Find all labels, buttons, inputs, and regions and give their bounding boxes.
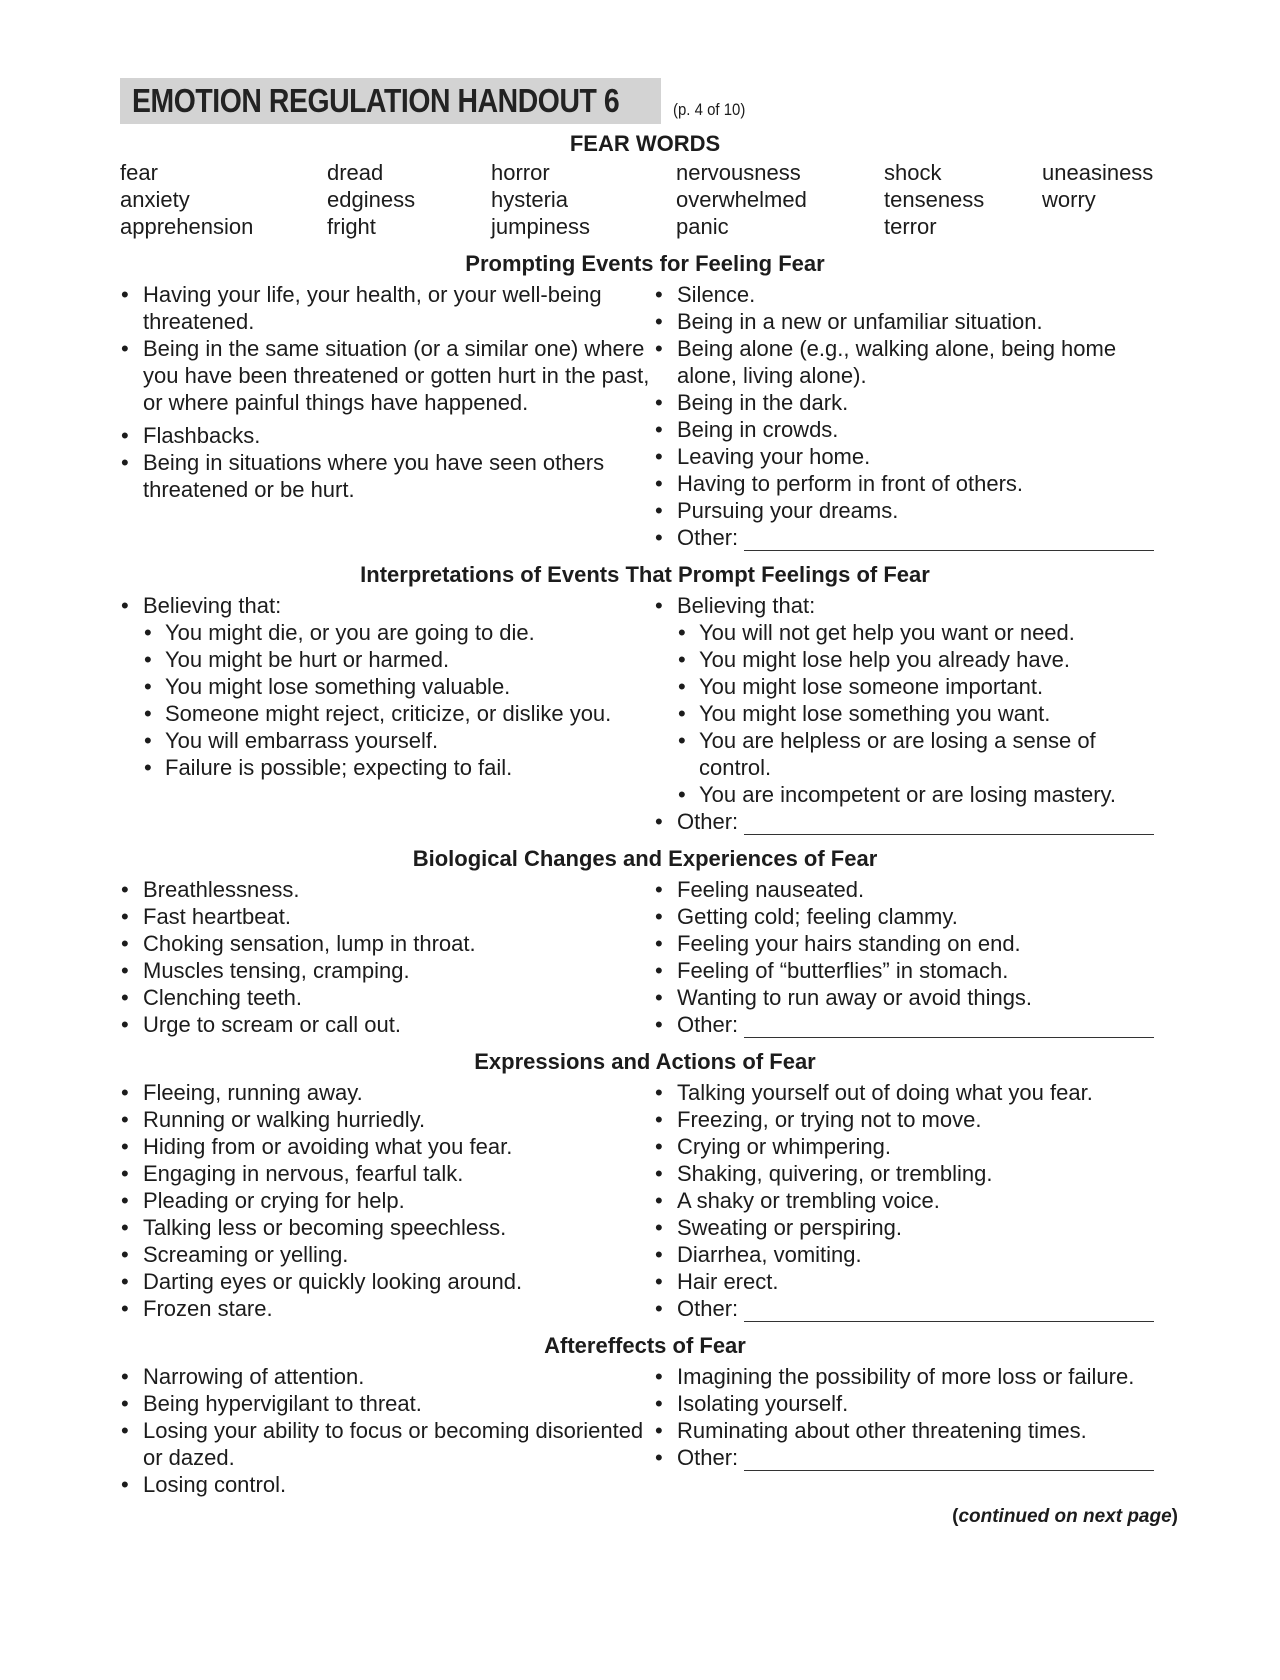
sub-list-item: • You are helpless or are losing a sense of control. [677, 727, 1170, 781]
biological-right-list [654, 876, 1170, 1038]
other-fill-in-line[interactable] [744, 814, 1154, 835]
list-item: • Feeling nauseated. [654, 876, 1170, 903]
interpretations-right-sublist [677, 619, 1170, 808]
list-item: • Hiding from or avoiding what you fear. [120, 1133, 654, 1160]
fear-word: hysteria [491, 187, 569, 212]
list-item: • Leaving your home. [654, 443, 1170, 470]
list-item: • Being alone (e.g., walking alone, being home alone, living alone). [654, 335, 1170, 389]
prompting-events-section [120, 250, 1170, 551]
prompting-events-left-list [120, 281, 654, 551]
list-item [120, 592, 654, 781]
handout-header [120, 78, 1170, 124]
list-item: • Sweating or perspiring. [654, 1214, 1170, 1241]
list-item: • Pursuing your dreams. [654, 497, 1170, 524]
sub-list-item: • You might die, or you are going to die. [143, 619, 654, 646]
list-item: • Flashbacks. [120, 422, 654, 449]
other-fill-in-line[interactable] [744, 530, 1154, 551]
list-item: • Being in a new or unfamiliar situation. [654, 308, 1170, 335]
other-label: Other: [677, 1445, 739, 1470]
interpretations-section [120, 561, 1170, 835]
list-item: • Feeling your hairs standing on end. [654, 930, 1170, 957]
continued-note [120, 1506, 1178, 1528]
list-item [654, 592, 1170, 808]
sub-list-item: • You might lose someone important. [677, 673, 1170, 700]
fear-words-column [491, 159, 676, 240]
fear-word: anxiety [120, 187, 190, 212]
fear-word: tenseness [884, 187, 985, 212]
list-item: • Engaging in nervous, fearful talk. [120, 1160, 654, 1187]
title-box [120, 78, 661, 124]
interpretations-left-list [120, 592, 654, 835]
aftereffects-left-list [120, 1363, 654, 1498]
list-item: • Screaming or yelling. [120, 1241, 654, 1268]
fear-word: dread [327, 160, 384, 185]
sub-list-item: • Someone might reject, criticize, or dislike you. [143, 700, 654, 727]
fear-word: fear [120, 160, 158, 185]
list-item: • Hair erect. [654, 1268, 1170, 1295]
fear-words-column [1042, 159, 1170, 240]
interpretations-right-list [654, 592, 1170, 835]
sub-list-item: • You might lose something you want. [677, 700, 1170, 727]
fear-word: terror [884, 214, 937, 239]
sub-list-item: • You might lose help you already have. [677, 646, 1170, 673]
list-item: • A shaky or trembling voice. [654, 1187, 1170, 1214]
other-fill-in-line[interactable] [744, 1450, 1154, 1471]
believing-lead: Believing that: [677, 593, 816, 618]
list-item: • Ruminating about other threatening times. [654, 1417, 1170, 1444]
other-label: Other: [677, 1012, 739, 1037]
fear-words-section [120, 130, 1170, 240]
fear-words-column [884, 159, 1042, 240]
continued-close-paren: ) [1171, 1506, 1178, 1527]
biological-title: Biological Changes and Experiences of Fear [412, 846, 878, 871]
list-item: • Pleading or crying for help. [120, 1187, 654, 1214]
aftereffects-section [120, 1332, 1170, 1498]
list-item: • Urge to scream or call out. [120, 1011, 654, 1038]
prompting-events-columns [120, 281, 1170, 551]
fear-words-title: FEAR WORDS [569, 131, 721, 156]
list-item: • Talking yourself out of doing what you fear. [654, 1079, 1170, 1106]
list-item: • Choking sensation, lump in throat. [120, 930, 654, 957]
list-item: • Wanting to run away or avoid things. [654, 984, 1170, 1011]
list-item: • Diarrhea, vomiting. [654, 1241, 1170, 1268]
fear-word: worry [1042, 187, 1096, 212]
other-item [654, 1295, 1170, 1322]
sub-list-item: • You might lose something valuable. [143, 673, 654, 700]
list-item: • Being hypervigilant to threat. [120, 1390, 654, 1417]
handout-title: EMOTION REGULATION HANDOUT 6 [132, 82, 620, 119]
list-item: • Narrowing of attention. [120, 1363, 654, 1390]
list-item: • Being in the dark. [654, 389, 1170, 416]
other-item [654, 1011, 1170, 1038]
list-item: • Fleeing, running away. [120, 1079, 654, 1106]
fear-word: shock [884, 160, 942, 185]
page-number-note: (p. 4 of 10) [672, 100, 745, 119]
list-item: • Fast heartbeat. [120, 903, 654, 930]
fear-word: nervousness [676, 160, 801, 185]
sub-list-item: • You are incompetent or are losing mastery. [677, 781, 1170, 808]
biological-left-list [120, 876, 654, 1038]
list-item: • Crying or whimpering. [654, 1133, 1170, 1160]
other-label: Other: [677, 809, 739, 834]
list-item: • Having to perform in front of others. [654, 470, 1170, 497]
list-item: • Freezing, or trying not to move. [654, 1106, 1170, 1133]
other-item [654, 1444, 1170, 1471]
list-item: • Getting cold; feeling clammy. [654, 903, 1170, 930]
interpretations-title: Interpretations of Events That Prompt Feelings of Fear [360, 562, 930, 587]
list-item: • Darting eyes or quickly looking around. [120, 1268, 654, 1295]
list-item: • Frozen stare. [120, 1295, 654, 1322]
fear-words-column [120, 159, 327, 240]
prompting-events-right-list [654, 281, 1170, 551]
fear-word: panic [676, 214, 729, 239]
fear-words-column [676, 159, 884, 240]
other-fill-in-line[interactable] [744, 1301, 1154, 1322]
list-item: • Muscles tensing, cramping. [120, 957, 654, 984]
list-item: • Silence. [654, 281, 1170, 308]
fear-word: fright [327, 214, 376, 239]
expressions-right-list [654, 1079, 1170, 1322]
sub-list-item: • You might be hurt or harmed. [143, 646, 654, 673]
list-item: • Breathlessness. [120, 876, 654, 903]
fear-word: overwhelmed [676, 187, 807, 212]
sub-list-item: • You will embarrass yourself. [143, 727, 654, 754]
list-item: • Shaking, quivering, or trembling. [654, 1160, 1170, 1187]
fear-word: apprehension [120, 214, 254, 239]
list-item: • Having your life, your health, or your well-being threatened. [120, 281, 654, 335]
continued-text: continued on next page [958, 1506, 1172, 1527]
handout-page [120, 78, 1178, 1528]
fear-word: edginess [327, 187, 416, 212]
other-item [654, 808, 1170, 835]
believing-lead: Believing that: [143, 593, 282, 618]
biological-columns [120, 876, 1170, 1038]
biological-section [120, 845, 1170, 1038]
list-item: • Clenching teeth. [120, 984, 654, 1011]
expressions-title: Expressions and Actions of Fear [474, 1049, 816, 1074]
list-item: • Being in situations where you have seen others threatened or be hurt. [120, 449, 654, 503]
continued-open-paren: ( [952, 1506, 959, 1527]
list-item: • Feeling of “butterflies” in stomach. [654, 957, 1170, 984]
list-item: • Losing control. [120, 1471, 654, 1498]
aftereffects-title: Aftereffects of Fear [544, 1333, 746, 1358]
other-label: Other: [677, 525, 739, 550]
other-item [654, 524, 1170, 551]
expressions-section [120, 1048, 1170, 1322]
aftereffects-columns [120, 1363, 1170, 1498]
list-item: • Running or walking hurriedly. [120, 1106, 654, 1133]
fear-word: jumpiness [491, 214, 591, 239]
expressions-columns [120, 1079, 1170, 1322]
list-item: • Losing your ability to focus or becoming disoriented or dazed. [120, 1417, 654, 1471]
list-item: • Being in crowds. [654, 416, 1170, 443]
prompting-events-title: Prompting Events for Feeling Fear [465, 251, 825, 276]
sub-list-item: • Failure is possible; expecting to fail. [143, 754, 654, 781]
list-item: • Talking less or becoming speechless. [120, 1214, 654, 1241]
expressions-left-list [120, 1079, 654, 1322]
list-item: • Imagining the possibility of more loss or failure. [654, 1363, 1170, 1390]
fear-word: horror [491, 160, 550, 185]
other-fill-in-line[interactable] [744, 1017, 1154, 1038]
fear-words-column [327, 159, 491, 240]
list-item: • Isolating yourself. [654, 1390, 1170, 1417]
sub-list-item: • You will not get help you want or need. [677, 619, 1170, 646]
aftereffects-right-list [654, 1363, 1170, 1498]
interpretations-columns [120, 592, 1170, 835]
fear-word: uneasiness [1042, 160, 1154, 185]
list-item: • Being in the same situation (or a similar one) where you have been threatened or gotten hurt in the past, or where painful things have happened. [120, 335, 654, 416]
other-label: Other: [677, 1296, 739, 1321]
fear-words-grid [120, 159, 1170, 240]
interpretations-left-sublist [143, 619, 654, 781]
